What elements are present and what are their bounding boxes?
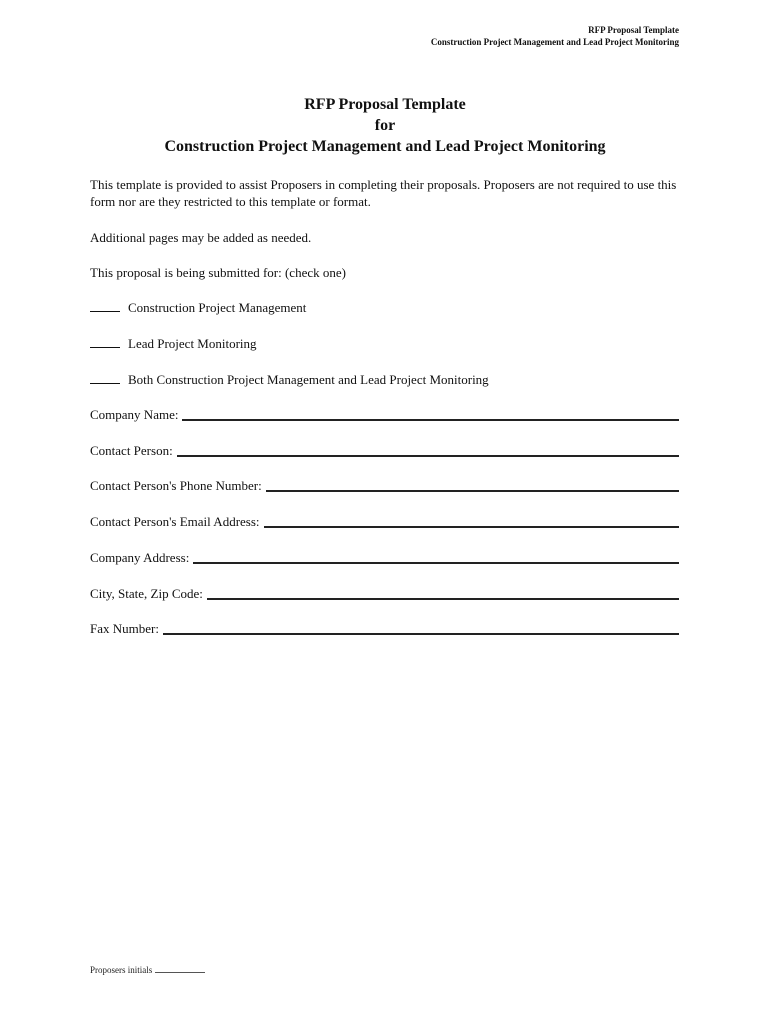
option-lead-monitoring[interactable]: [90, 335, 257, 352]
email-address-input[interactable]: [264, 516, 679, 528]
field-label: Contact Person's Email Address:: [90, 514, 260, 529]
header-title: RFP Proposal Template: [588, 25, 679, 35]
field-label: Contact Person:: [90, 443, 173, 458]
running-header: [431, 24, 679, 48]
initials-blank[interactable]: [155, 964, 205, 973]
additional-pages-note: Additional pages may be added as needed.: [90, 230, 312, 245]
title-line-3: Construction Project Management and Lead Project Monitoring: [164, 138, 606, 155]
company-address-field: [90, 549, 679, 566]
check-blank[interactable]: [90, 371, 120, 384]
field-label: Fax Number:: [90, 621, 159, 636]
city-state-zip-input[interactable]: [207, 588, 679, 600]
email-address-field: [90, 513, 679, 530]
contact-person-input[interactable]: [177, 445, 679, 457]
title-line-2: for: [374, 117, 396, 134]
fax-number-input[interactable]: [163, 623, 679, 635]
intro-paragraph: This template is provided to assist Proposers in completing their proposals. Proposers are not required to use this form nor are they restricted to this template or format.: [90, 177, 677, 209]
option-label: Lead Project Monitoring: [128, 336, 257, 351]
check-blank[interactable]: [90, 335, 120, 348]
initials-label: Proposers initials: [90, 965, 153, 975]
company-name-input[interactable]: [182, 409, 679, 421]
option-label: Construction Project Management: [128, 300, 307, 315]
fax-number-field: [90, 620, 679, 637]
option-construction-management[interactable]: [90, 299, 306, 316]
title-line-1: RFP Proposal Template: [304, 96, 466, 113]
option-label: Both Construction Project Management and Lead Project Monitoring: [128, 372, 489, 387]
page-footer: [90, 964, 205, 976]
field-label: Company Name:: [90, 407, 179, 422]
company-name-field: [90, 406, 679, 423]
company-address-input[interactable]: [193, 552, 679, 564]
contact-person-field: [90, 442, 679, 459]
field-label: Company Address:: [90, 550, 190, 565]
field-label: Contact Person's Phone Number:: [90, 478, 262, 493]
submission-instruction: This proposal is being submitted for: (check one): [90, 265, 346, 280]
phone-number-field: [90, 477, 679, 494]
city-state-zip-field: [90, 585, 679, 602]
option-both[interactable]: [90, 371, 489, 388]
phone-number-input[interactable]: [266, 480, 679, 492]
check-blank[interactable]: [90, 299, 120, 312]
header-subtitle: Construction Project Management and Lead Project Monitoring: [430, 37, 679, 47]
document-title: [0, 94, 770, 157]
field-label: City, State, Zip Code:: [90, 586, 203, 601]
